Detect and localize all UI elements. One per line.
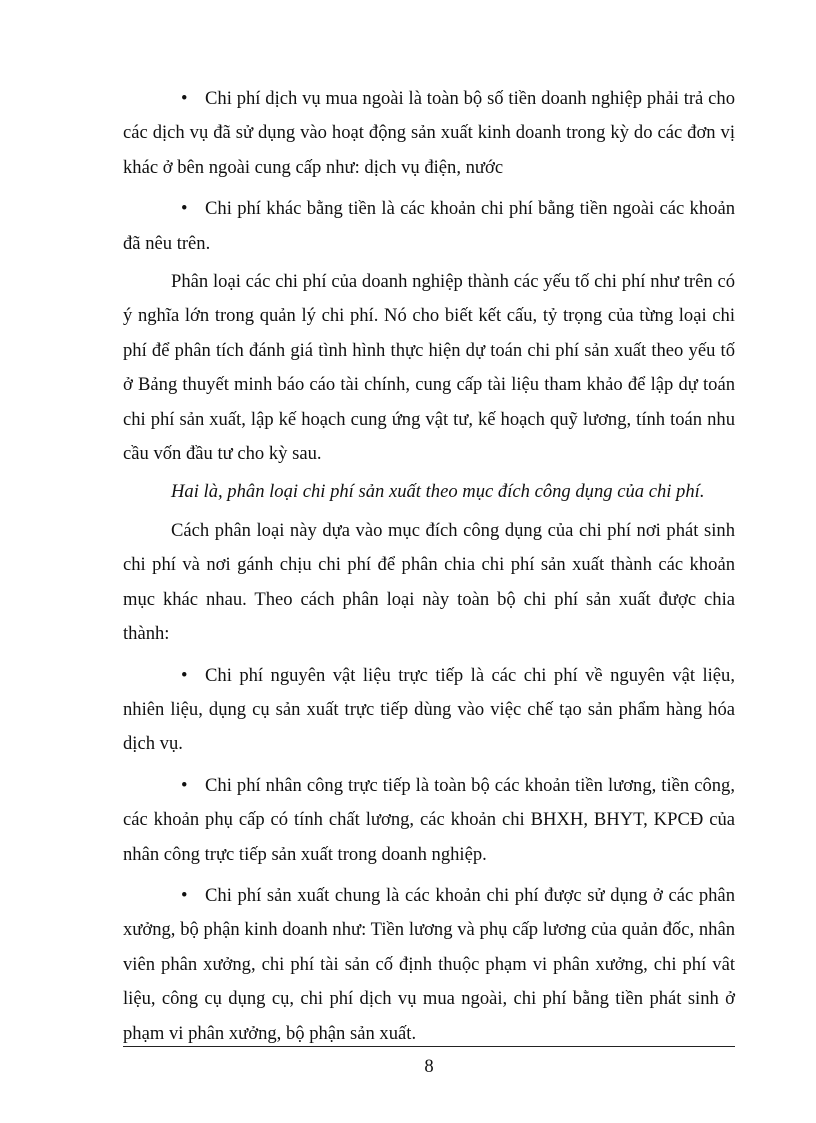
bullet-paragraph-other-cash-expenses	[123, 192, 735, 261]
paragraph-text: Chi phí nguyên vật liệu trực tiếp là các chi phí về nguyên vật liệu, nhiên liệu, dụng cụ sản xuất trực tiếp dùng vào việc chế tạo sản phẩm hàng hóa dịch vụ.	[123, 664, 735, 755]
bullet-icon: •	[181, 198, 188, 220]
bullet-icon: •	[181, 88, 188, 109]
bullet-paragraph-direct-materials	[123, 659, 735, 762]
paragraph-classification-significance	[123, 265, 735, 471]
bullet-paragraph-outsourced-services	[123, 82, 735, 185]
paragraph-text: Chi phí dịch vụ mua ngoài là toàn bộ số tiền doanh nghiệp phải trả cho các dịch vụ đã sử dụng vào hoạt động sản xuất kinh doanh trong kỳ do các đơn vị khác ở bên ngoài cung cấp như: dịch vụ điện, nước	[123, 88, 735, 178]
bullet-icon: •	[181, 884, 188, 906]
paragraph-text: Chi phí nhân công trực tiếp là toàn bộ các khoản tiền lương, tiền công, các khoản phụ cấp có tính chất lương, các khoản chi BHXH, BHYT, KPCĐ của nhân công trực tiếp sản xuất trong doanh nghiệp.	[123, 774, 735, 865]
paragraph-text: Chi phí sản xuất chung là các khoản chi phí được sử dụng ở các phân xưởng, bộ phận kinh doanh như: Tiền lương và phụ cấp lương của quản đốc, nhân viên phân xưởng, chi phí tài sản cố định thuộc phạm vi phân xưởng, chi phí vât liệu, công cụ dụng cụ, chi phí dịch vụ mua ngoài, chi phí bằng tiền phát sinh ở phạm vi phân xưởng, bộ phận sản xuất.	[123, 884, 735, 1044]
bullet-paragraph-manufacturing-overhead	[123, 879, 735, 1051]
paragraph-text: Hai là, phân loại chi phí sản xuất theo mục đích công dụng của chi phí.	[171, 481, 705, 503]
bullet-icon: •	[181, 774, 188, 796]
bullet-paragraph-direct-labor	[123, 769, 735, 872]
footer-divider	[123, 1046, 735, 1047]
section-heading-second-classification	[123, 475, 735, 509]
paragraph-classification-method	[123, 514, 735, 652]
paragraph-text: Chi phí khác bằng tiền là các khoản chi phí bằng tiền ngoài các khoản đã nêu trên.	[123, 198, 735, 254]
paragraph-text: Cách phân loại này dựa vào mục đích công dụng của chi phí nơi phát sinh chi phí và nơi gánh chịu chi phí để phân chia chi phí sản xuất thành các khoản mục khác nhau. Theo cách phân loại này toàn bộ chi phí sản xuất được chia thành:	[123, 519, 735, 645]
page-number: 8	[424, 1056, 434, 1077]
bullet-icon: •	[181, 664, 188, 686]
paragraph-text: Phân loại các chi phí của doanh nghiệp thành các yếu tố chi phí như trên có ý nghĩa lớn trong quản lý chi phí. Nó cho biết kết cấu, tỷ trọng của từng loại chi phí để phân tích đánh giá tình hình thực hiện dự toán chi phí sản xuất theo yếu tố ở Bảng thuyết minh báo cáo tài chính, cung cấp tài liệu tham khảo để lập dự toán chi phí sản xuất, lập kế hoạch cung ứng vật tư, kế hoạch quỹ lương, tính toán nhu cầu vốn đầu tư cho kỳ sau.	[123, 271, 735, 465]
page-body	[123, 82, 735, 1051]
